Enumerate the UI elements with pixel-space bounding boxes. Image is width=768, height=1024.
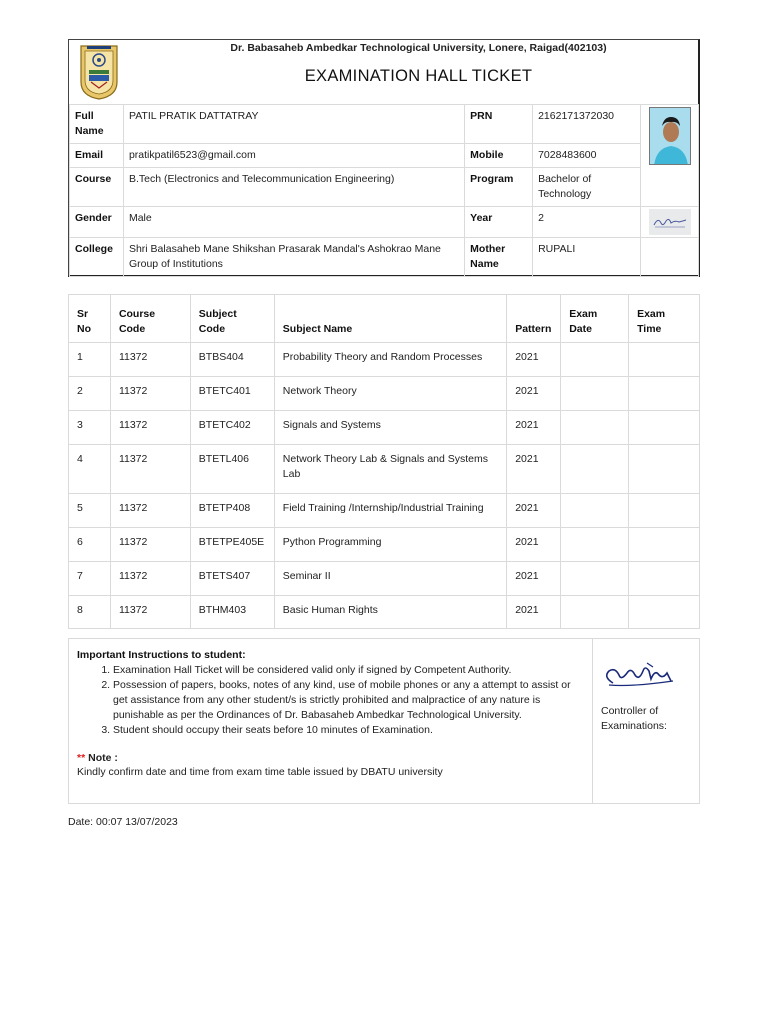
print-date: Date: 00:07 13/07/2023: [68, 816, 178, 828]
controller-label: Controller of Examinations:: [601, 705, 667, 732]
mother-name-value: RUPALI: [533, 238, 641, 277]
subject-name-cell: Network Theory Lab & Signals and Systems Lab: [274, 445, 506, 494]
subject-name-cell: Basic Human Rights: [274, 596, 506, 629]
pattern-cell: 2021: [507, 445, 561, 494]
exam-time-cell: [629, 494, 700, 528]
prn-value: 2162171372030: [533, 105, 641, 144]
header-subject-name: Subject Name: [274, 295, 506, 343]
info-row-college: [70, 238, 699, 277]
exam-date-cell: [561, 528, 629, 562]
full-name-value: PATIL PRATIK DATTATRAY: [123, 105, 464, 144]
exam-date-cell: [561, 343, 629, 377]
subject-code-cell: BTETC402: [190, 411, 274, 445]
year-value: 2: [533, 207, 641, 238]
sr-no-cell: 2: [69, 377, 111, 411]
subject-code-cell: BTETS407: [190, 562, 274, 596]
table-row: [69, 562, 700, 596]
exam-time-cell: [629, 343, 700, 377]
course-code-cell: 11372: [110, 445, 190, 494]
exam-time-cell: [629, 562, 700, 596]
subject-code-cell: BTHM403: [190, 596, 274, 629]
instructions-heading: Important Instructions to student:: [77, 649, 246, 661]
course-code-cell: 11372: [110, 494, 190, 528]
info-row-name: [70, 105, 699, 144]
course-code-cell: 11372: [110, 562, 190, 596]
pattern-cell: 2021: [507, 494, 561, 528]
subject-code-cell: BTETPE405E: [190, 528, 274, 562]
hall-ticket-card: [68, 39, 700, 277]
header-exam-time: Exam Time: [629, 295, 700, 343]
gender-value: Male: [123, 207, 464, 238]
instructions-list: [113, 663, 584, 738]
list-item: 2. Possession of papers, books, notes of any kind, use of mobile phones or any a attempt to assist or get assistance from any other student/s is strictly prohibited and malpractice of any nature is punishable as per the Ordinances of Dr. Babasaheb Ambedkar Technological University.: [113, 678, 584, 723]
header-sr-no: Sr No: [69, 295, 111, 343]
info-row-course: [70, 168, 699, 207]
sr-no-cell: 3: [69, 411, 111, 445]
note-star: **: [77, 752, 86, 764]
note-text: Kindly confirm date and time from exam time table issued by DBATU university: [77, 766, 443, 778]
email-label: Email: [70, 144, 124, 168]
signature-cell: [641, 207, 699, 238]
year-label: Year: [465, 207, 533, 238]
header-pattern: Pattern: [507, 295, 561, 343]
pattern-cell: 2021: [507, 562, 561, 596]
program-label: Program: [465, 168, 533, 207]
exam-date-cell: [561, 596, 629, 629]
exam-time-cell: [629, 377, 700, 411]
controller-panel: [593, 639, 699, 803]
info-row-email: [70, 144, 699, 168]
sr-no-cell: 1: [69, 343, 111, 377]
exam-date-cell: [561, 562, 629, 596]
exam-date-cell: [561, 411, 629, 445]
university-name: Dr. Babasaheb Ambedkar Technological University, Lonere, Raigad(402103): [230, 42, 607, 54]
subject-code-cell: BTBS404: [190, 343, 274, 377]
subject-name-cell: Probability Theory and Random Processes: [274, 343, 506, 377]
exam-time-cell: [629, 596, 700, 629]
header-subject-code: Subject Code: [190, 295, 274, 343]
table-row: [69, 445, 700, 494]
exam-date-cell: [561, 494, 629, 528]
note-heading: [77, 752, 584, 764]
subject-name-cell: Signals and Systems: [274, 411, 506, 445]
subject-code-cell: BTETC401: [190, 377, 274, 411]
full-name-label: Full Name: [70, 105, 124, 144]
sr-no-cell: 4: [69, 445, 111, 494]
mobile-label: Mobile: [465, 144, 533, 168]
student-photo-icon: [649, 107, 691, 165]
exam-time-cell: [629, 445, 700, 494]
mobile-value: 7028483600: [533, 144, 641, 168]
note-label: Note :: [88, 752, 118, 764]
college-label: College: [70, 238, 124, 277]
student-info-table: [69, 104, 699, 277]
page-title: EXAMINATION HALL TICKET: [304, 67, 533, 85]
table-row: [69, 596, 700, 629]
table-row: [69, 411, 700, 445]
empty-cell: [641, 238, 699, 277]
course-code-cell: 11372: [110, 528, 190, 562]
pattern-cell: 2021: [507, 343, 561, 377]
subjects-header-row: [69, 295, 700, 343]
mother-name-label: Mother Name: [465, 238, 533, 277]
photo-cell: [641, 105, 699, 207]
student-signature-icon: [649, 209, 691, 235]
exam-time-cell: [629, 528, 700, 562]
table-row: [69, 494, 700, 528]
header-course-code: Course Code: [110, 295, 190, 343]
exam-time-cell: [629, 411, 700, 445]
course-code-cell: 11372: [110, 411, 190, 445]
gender-label: Gender: [70, 207, 124, 238]
course-label: Course: [70, 168, 124, 207]
instructions-box: [68, 638, 700, 804]
course-code-cell: 11372: [110, 377, 190, 411]
subject-name-cell: Python Programming: [274, 528, 506, 562]
sr-no-cell: 8: [69, 596, 111, 629]
ticket-header: [69, 40, 698, 104]
instructions-panel: [69, 639, 593, 803]
email-value: pratikpatil6523@gmail.com: [123, 144, 464, 168]
sr-no-cell: 6: [69, 528, 111, 562]
program-value: Bachelor of Technology: [533, 168, 641, 207]
subject-code-cell: BTETL406: [190, 445, 274, 494]
header-exam-date: Exam Date: [561, 295, 629, 343]
pattern-cell: 2021: [507, 528, 561, 562]
pattern-cell: 2021: [507, 377, 561, 411]
subject-name-cell: Network Theory: [274, 377, 506, 411]
list-item: 1. Examination Hall Ticket will be considered valid only if signed by Competent Authority.: [113, 663, 584, 678]
controller-signature-icon: [601, 657, 681, 695]
table-row: [69, 377, 700, 411]
course-code-cell: 11372: [110, 343, 190, 377]
college-value: Shri Balasaheb Mane Shikshan Prasarak Mandal's Ashokrao Mane Group of Institutions: [123, 238, 464, 277]
list-item: 3. Student should occupy their seats before 10 minutes of Examination.: [113, 723, 584, 738]
subject-name-cell: Field Training /Internship/Industrial Training: [274, 494, 506, 528]
table-row: [69, 343, 700, 377]
course-value: B.Tech (Electronics and Telecommunication Engineering): [123, 168, 464, 207]
subjects-table: [68, 294, 700, 629]
course-code-cell: 11372: [110, 596, 190, 629]
info-row-gender: [70, 207, 699, 238]
pattern-cell: 2021: [507, 596, 561, 629]
subject-code-cell: BTETP408: [190, 494, 274, 528]
prn-label: PRN: [465, 105, 533, 144]
pattern-cell: 2021: [507, 411, 561, 445]
sr-no-cell: 5: [69, 494, 111, 528]
subject-name-cell: Seminar II: [274, 562, 506, 596]
exam-date-cell: [561, 445, 629, 494]
sr-no-cell: 7: [69, 562, 111, 596]
table-row: [69, 528, 700, 562]
exam-date-cell: [561, 377, 629, 411]
